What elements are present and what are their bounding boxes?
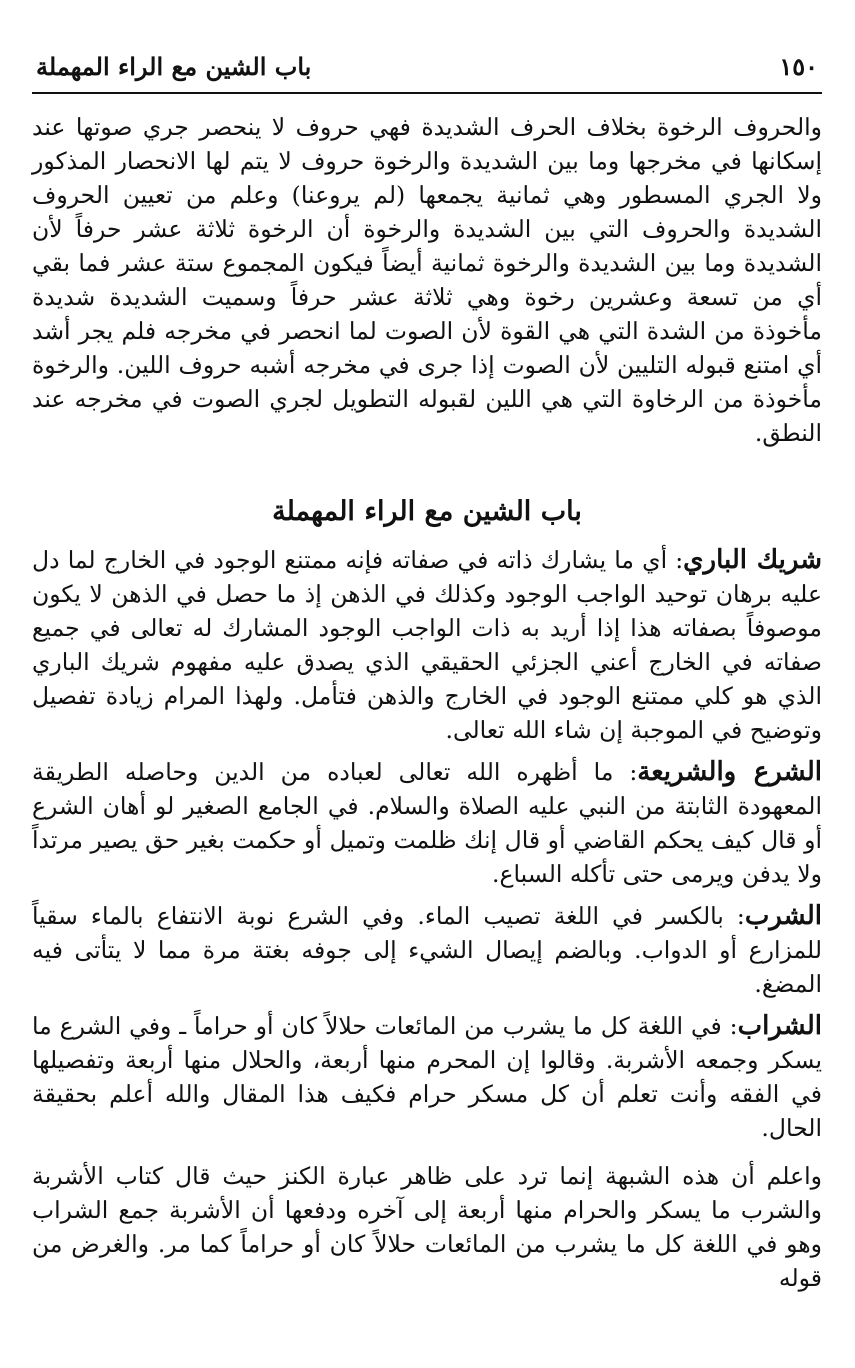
book-page <box>32 40 822 1340</box>
entry-shareek-al-bari <box>32 543 822 747</box>
entry-definition: : بالكسر في اللغة تصيب الماء. وفي الشرع نوبة الانتفاع بالماء سقياً للمزارع أو الدواب. وبالضم إيصال الشيء إلى جوفه بغتة مرة مما لا يتأتى فيه المضغ. <box>32 902 822 998</box>
entry-al-shirb <box>32 899 822 1001</box>
entry-definition: : أي ما يشارك ذاته في صفاته فإنه ممتنع الوجود في الخارج لما دل عليه برهان توحيد الواجب الوجود وكذلك في الذهن إذ ما حصل في الذهن لا يكون موصوفاً بصفاته هذا إذا أريد به ذات الواجب الوجود المشارك له تعالى في جميع صفاته في الخارج أعني الجزئي الحقيقي الذي يصدق عليه مفهوم شريك الباري الذي هو كلي ممتنع الوجود في الخارج والذهن فتأمل. ولهذا المرام زيادة تفصيل وتوضيح في الموجبة إن شاء الله تعالى. <box>32 546 822 744</box>
entry-al-sharab <box>32 1009 822 1145</box>
entry-term: الشراب <box>737 1011 822 1041</box>
entry-al-shar <box>32 755 822 891</box>
running-header <box>32 40 822 94</box>
entry-definition: : في اللغة كل ما يشرب من المائعات حلالاً كان أو حراماً ـ وفي الشرع ما يسكر وجمعه الأشربة. وقالوا إن المحرم منها أربعة، والحلال منها أربعة وتفصيلها في الفقه وأنت تعلم أن كل مسكر حرام فكيف هذا المقال والله أعلم بحقيقة الحال. <box>32 1012 822 1142</box>
running-title: باب الشين مع الراء المهملة <box>36 52 312 81</box>
section-title: باب الشين مع الراء المهملة <box>272 496 582 527</box>
entry-term: الشرب <box>744 901 822 931</box>
page-number: ١٥٠ <box>779 52 818 81</box>
entry-term: الشرع والشريعة <box>637 757 822 787</box>
opening-paragraph: والحروف الرخوة بخلاف الحرف الشديدة فهي حروف لا ينحصر جري صوتها عند إسكانها في مخرجها وما بين الشديدة والرخوة حروف لا يتم لها الانحصار المذكور ولا الجري المسطور وهي ثمانية يجمعها (لم يروعنا) وعلم من تعيين الحروف الشديدة والحروف التي بين الشديدة والرخوة أن الرخوة ثلاثة عشر حرفاً لأن الشديدة وما بين الشديدة والرخوة ثمانية أيضاً فيكون المجموع ستة عشر فما بقي أي من تسعة وعشرين رخوة وهي ثلاثة عشر حرفاً وسميت الشديدة شديدة مأخوذة من الشدة التي هي القوة لأن الصوت لما انحصر في مخرجه فلم يجر أشد أي امتنع قبوله التليين لأن الصوت إذا جرى في مخرجه أشبه حروف اللين. والرخوة مأخوذة من الرخاوة التي هي اللين لقبوله التطويل لجري الصوت في مخرجه عند النطق. <box>32 113 823 447</box>
closing-paragraph: واعلم أن هذه الشبهة إنما ترد على ظاهر عبارة الكنز حيث قال كتاب الأشربة والشرب ما يسكر والحرام منها أربعة إلى آخره ودفعها أن الأشربة جمع الشراب وهو في اللغة كل ما يشرب من المائعات حلالاً كان أو حراماً كما مر. والغرض من قوله <box>32 1162 822 1292</box>
entry-term: شريك الباري <box>683 545 823 575</box>
entry-definition: : ما أظهره الله تعالى لعباده من الدين وحاصله الطريقة المعهودة الثابتة من النبي عليه الصلاة والسلام. في الجامع الصغير لو أهان الشرع أو قال كيف يحكم القاضي أو قال إنك ظلمت وتميل أو حكمت بغير حق يصير مرتداً ولا يدفن ويرمى حتى تأكله السباع. <box>32 758 822 888</box>
